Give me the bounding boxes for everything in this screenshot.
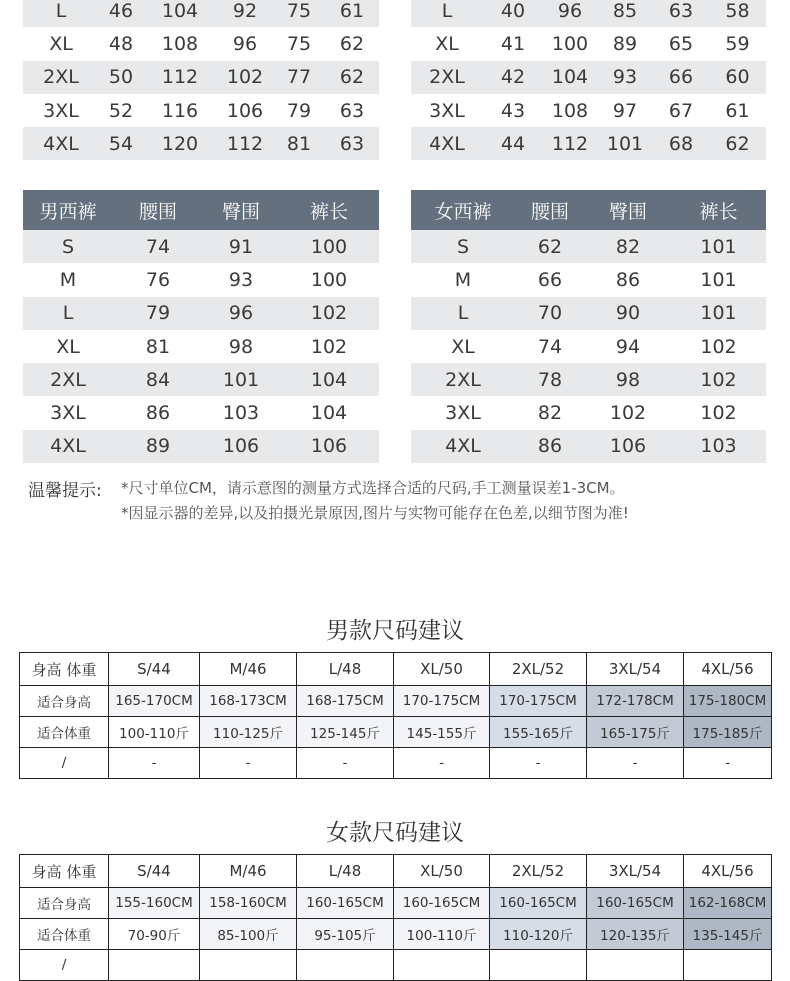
rec-cell <box>200 950 297 981</box>
measurement-cell: 94 <box>615 335 641 358</box>
row-header-cell: / <box>20 950 109 981</box>
rec-cell: M/46 <box>200 855 297 888</box>
measurement-cell: 100 <box>551 32 589 55</box>
size-label-cell: 3XL <box>445 402 481 425</box>
size-label-cell: 4XL <box>411 430 515 463</box>
rec-height-row <box>20 686 772 717</box>
measurement-cell: 74 <box>113 230 203 263</box>
column-header: 女西裤 <box>411 190 515 230</box>
table-row <box>411 263 766 296</box>
rec-cell: M/46 <box>200 653 297 686</box>
measurement-cell: 85 <box>597 0 653 27</box>
measurement-cell: 67 <box>668 99 694 122</box>
rec-cell: XL/50 <box>394 855 490 888</box>
size-label-cell: 2XL <box>411 363 515 396</box>
rec-cell <box>587 950 684 981</box>
measurement-cell: 84 <box>113 363 203 396</box>
rec-cell: S/44 <box>109 855 200 888</box>
measurement-cell: 102 <box>671 363 766 396</box>
measurement-cell: 58 <box>709 0 766 27</box>
rec-cell: 175-185斤 <box>684 717 772 748</box>
rec-cell: 160-165CM <box>490 888 587 919</box>
measurement-cell: 63 <box>339 99 365 122</box>
measurement-cell: 62 <box>709 127 766 160</box>
measurement-cell: 86 <box>615 268 641 291</box>
rec-cell: 110-120斤 <box>490 919 587 950</box>
measurement-cell: 48 <box>108 32 134 55</box>
rec-cell: 85-100斤 <box>200 919 297 950</box>
table-row <box>411 330 766 363</box>
size-label-cell: 3XL <box>50 402 86 425</box>
table-row <box>411 27 766 60</box>
rec-cell: - <box>490 748 587 779</box>
measurement-cell: 101 <box>671 230 766 263</box>
measurement-cell: 106 <box>585 430 671 463</box>
rec-cell: 170-175CM <box>490 686 587 717</box>
rec-cell <box>394 950 490 981</box>
rec-height-row <box>20 888 772 919</box>
measurement-cell: 93 <box>597 61 653 94</box>
rec-cell: 155-165斤 <box>490 717 587 748</box>
measurement-cell: 66 <box>653 61 709 94</box>
measurement-cell: 102 <box>217 61 273 94</box>
measurement-cell: 112 <box>217 127 273 160</box>
measurement-cell: 104 <box>143 0 217 27</box>
rec-cell <box>490 950 587 981</box>
measurement-cell: 91 <box>203 230 279 263</box>
measurement-cell: 102 <box>609 402 647 425</box>
rec-cell: 168-173CM <box>200 686 297 717</box>
row-header-cell: 适合身高 <box>20 888 109 919</box>
size-label-cell: L <box>411 0 483 27</box>
measurement-cell: 77 <box>273 61 325 94</box>
men-size-recommendation-title: 男款尺码建议 <box>326 618 464 644</box>
column-header: 臀围 <box>585 190 671 230</box>
size-label-cell: XL <box>49 32 73 55</box>
measurement-cell: 104 <box>310 402 348 425</box>
size-label-cell: XL <box>451 335 475 358</box>
table-row <box>411 430 766 463</box>
measurement-cell: 106 <box>203 430 279 463</box>
rec-cell: 3XL/54 <box>587 653 684 686</box>
measurement-cell: 52 <box>108 99 134 122</box>
size-label-cell: L <box>23 0 99 27</box>
measurement-cell: 89 <box>113 430 203 463</box>
measurement-cell: 102 <box>700 335 737 358</box>
rec-cell: 168-175CM <box>297 686 394 717</box>
rec-cell: 135-145斤 <box>684 919 772 950</box>
table-row <box>23 263 379 296</box>
size-label-cell: L <box>411 297 515 330</box>
size-label-cell: 2XL <box>411 61 483 94</box>
size-label-cell: 4XL <box>23 430 113 463</box>
rec-cell: 4XL/56 <box>684 855 772 888</box>
measurement-cell: 59 <box>725 32 750 55</box>
measurement-cell: 120 <box>143 127 217 160</box>
measurement-cell: 100 <box>310 268 348 291</box>
men-pants-size-table <box>23 190 379 463</box>
measurement-cell: 89 <box>612 32 638 55</box>
rec-cell: - <box>109 748 200 779</box>
measurement-cell: 112 <box>543 127 597 160</box>
size-label-cell: S <box>23 230 113 263</box>
measurement-cell: 79 <box>113 297 203 330</box>
rec-extra-row <box>20 748 772 779</box>
measurement-cell: 103 <box>671 430 766 463</box>
rec-cell: 158-160CM <box>200 888 297 919</box>
table-row <box>23 0 379 27</box>
measurement-cell: 70 <box>515 297 585 330</box>
rec-cell: 4XL/56 <box>684 653 772 686</box>
size-label-cell: 2XL <box>23 363 113 396</box>
rec-cell: 162-168CM <box>684 888 772 919</box>
rec-cell: 175-180CM <box>684 686 772 717</box>
measurement-cell: 103 <box>222 402 260 425</box>
measurement-cell: 43 <box>500 99 526 122</box>
table-row <box>411 94 766 127</box>
rec-cell: XL/50 <box>394 653 490 686</box>
measurement-cell: 106 <box>226 99 264 122</box>
measurement-cell: 61 <box>325 0 379 27</box>
measurement-cell: 50 <box>99 61 143 94</box>
table-row <box>411 230 766 263</box>
rec-cell: - <box>684 748 772 779</box>
rec-header-row <box>20 855 772 888</box>
measurement-cell: 101 <box>700 268 737 291</box>
row-header-cell: 适合体重 <box>20 919 109 950</box>
rec-cell: 120-135斤 <box>587 919 684 950</box>
table-row <box>23 297 379 330</box>
rec-cell: 170-175CM <box>394 686 490 717</box>
rec-cell: 110-125斤 <box>200 717 297 748</box>
measurement-cell: 82 <box>537 402 563 425</box>
measurement-cell: 42 <box>483 61 543 94</box>
row-header-cell: 身高 体重 <box>20 653 109 686</box>
measurement-cell: 75 <box>286 32 312 55</box>
rec-cell: 160-165CM <box>297 888 394 919</box>
men-top-size-table <box>23 0 379 160</box>
measurement-cell: 62 <box>325 61 379 94</box>
size-label-cell: S <box>411 230 515 263</box>
measurement-cell: 76 <box>145 268 171 291</box>
measurement-cell: 62 <box>515 230 585 263</box>
size-label-cell: XL <box>435 32 459 55</box>
row-header-cell: 适合身高 <box>20 686 109 717</box>
measurement-cell: 104 <box>279 363 379 396</box>
measurement-cell: 61 <box>725 99 750 122</box>
rec-cell: - <box>587 748 684 779</box>
table-row <box>23 27 379 60</box>
measurement-cell: 81 <box>145 335 171 358</box>
measurement-cell: 97 <box>612 99 638 122</box>
table-row <box>23 61 379 94</box>
measurement-cell: 96 <box>203 297 279 330</box>
size-label-cell: 4XL <box>23 127 99 160</box>
rec-cell: - <box>394 748 490 779</box>
column-header: 臀围 <box>203 190 279 230</box>
measurement-cell: 41 <box>500 32 526 55</box>
measurement-cell: 101 <box>597 127 653 160</box>
measurement-cell: 92 <box>217 0 273 27</box>
table-row <box>411 61 766 94</box>
table-row <box>23 396 379 429</box>
size-label-cell: 3XL <box>43 99 79 122</box>
measurement-cell: 108 <box>551 99 589 122</box>
size-label-cell: 3XL <box>429 99 465 122</box>
table-row <box>411 297 766 330</box>
rec-cell: 70-90斤 <box>109 919 200 950</box>
measurement-cell: 106 <box>279 430 379 463</box>
rec-weight-row <box>20 717 772 748</box>
rec-cell: 165-170CM <box>109 686 200 717</box>
measurement-cell: 98 <box>585 363 671 396</box>
rec-weight-row <box>20 919 772 950</box>
measurement-cell: 96 <box>543 0 597 27</box>
rec-cell: 145-155斤 <box>394 717 490 748</box>
rec-cell: S/44 <box>109 653 200 686</box>
column-header: 男西裤 <box>23 190 113 230</box>
men-size-recommendation-table <box>19 652 772 779</box>
measurement-cell: 101 <box>671 297 766 330</box>
measurement-cell: 100 <box>279 230 379 263</box>
tips-label: 温馨提示: <box>28 481 102 501</box>
measurement-cell: 74 <box>537 335 563 358</box>
measurement-cell: 60 <box>709 61 766 94</box>
column-header: 裤长 <box>279 190 379 230</box>
measurement-cell: 112 <box>143 61 217 94</box>
rec-cell: 125-145斤 <box>297 717 394 748</box>
table-row <box>23 430 379 463</box>
women-size-recommendation-title: 女款尺码建议 <box>326 820 464 846</box>
women-pants-size-table <box>411 190 766 463</box>
table-row <box>411 363 766 396</box>
size-label-cell: 2XL <box>23 61 99 94</box>
rec-cell <box>684 950 772 981</box>
rec-cell: 2XL/52 <box>490 653 587 686</box>
tips-line: *尺寸单位CM，请示意图的测量方式选择合适的尺码,手工测量误差1-3CM。 <box>121 479 625 497</box>
table-row <box>23 330 379 363</box>
measurement-cell: 116 <box>161 99 199 122</box>
rec-cell: L/48 <box>297 653 394 686</box>
rec-extra-row <box>20 950 772 981</box>
measurement-cell: 68 <box>653 127 709 160</box>
rec-cell <box>109 950 200 981</box>
rec-cell: 160-165CM <box>394 888 490 919</box>
measurement-cell: 102 <box>700 402 737 425</box>
measurement-cell: 101 <box>203 363 279 396</box>
measurement-cell: 66 <box>537 268 563 291</box>
column-header: 腰围 <box>515 190 585 230</box>
rec-cell: 172-178CM <box>587 686 684 717</box>
table-row <box>411 127 766 160</box>
measurement-cell: 96 <box>232 32 258 55</box>
measurement-cell: 75 <box>273 0 325 27</box>
rec-cell: 155-160CM <box>109 888 200 919</box>
rec-cell: 3XL/54 <box>587 855 684 888</box>
measurement-cell: 46 <box>99 0 143 27</box>
measurement-cell: 54 <box>99 127 143 160</box>
measurement-cell: 82 <box>585 230 671 263</box>
table-row <box>411 0 766 27</box>
rec-cell: - <box>297 748 394 779</box>
column-header: 腰围 <box>113 190 203 230</box>
women-size-recommendation-table <box>19 854 772 981</box>
rec-cell: 165-175斤 <box>587 717 684 748</box>
rec-cell: L/48 <box>297 855 394 888</box>
row-header-cell: / <box>20 748 109 779</box>
tips-line: *因显示器的差异,以及拍摄光景原因,图片与实物可能存在色差,以细节图为准! <box>121 504 629 522</box>
size-label-cell: 4XL <box>411 127 483 160</box>
measurement-cell: 44 <box>483 127 543 160</box>
measurement-cell: 78 <box>515 363 585 396</box>
size-label-cell: M <box>454 268 472 291</box>
measurement-cell: 108 <box>161 32 199 55</box>
measurement-cell: 62 <box>339 32 365 55</box>
rec-cell: 100-110斤 <box>109 717 200 748</box>
size-label-cell: M <box>59 268 77 291</box>
row-header-cell: 身高 体重 <box>20 855 109 888</box>
measurement-cell: 65 <box>668 32 694 55</box>
size-label-cell: L <box>23 297 113 330</box>
measurement-cell: 63 <box>653 0 709 27</box>
measurement-cell: 90 <box>585 297 671 330</box>
rec-cell: 160-165CM <box>587 888 684 919</box>
measurement-cell: 104 <box>543 61 597 94</box>
table-row <box>23 127 379 160</box>
table-row <box>411 396 766 429</box>
measurement-cell: 98 <box>228 335 254 358</box>
measurement-cell: 86 <box>515 430 585 463</box>
measurement-cell: 81 <box>273 127 325 160</box>
rec-cell: 100-110斤 <box>394 919 490 950</box>
table-row <box>23 230 379 263</box>
rec-header-row <box>20 653 772 686</box>
measurement-cell: 79 <box>286 99 312 122</box>
measurement-cell: 86 <box>145 402 171 425</box>
rec-cell <box>297 950 394 981</box>
row-header-cell: 适合体重 <box>20 717 109 748</box>
measurement-cell: 102 <box>310 335 348 358</box>
women-top-size-table <box>411 0 766 160</box>
column-header: 裤长 <box>671 190 766 230</box>
measurement-cell: 93 <box>228 268 254 291</box>
table-row <box>23 94 379 127</box>
size-label-cell: XL <box>56 335 80 358</box>
measurement-cell: 102 <box>279 297 379 330</box>
rec-cell: - <box>200 748 297 779</box>
table-row <box>23 363 379 396</box>
measurement-cell: 63 <box>325 127 379 160</box>
rec-cell: 2XL/52 <box>490 855 587 888</box>
measurement-cell: 40 <box>483 0 543 27</box>
rec-cell: 95-105斤 <box>297 919 394 950</box>
